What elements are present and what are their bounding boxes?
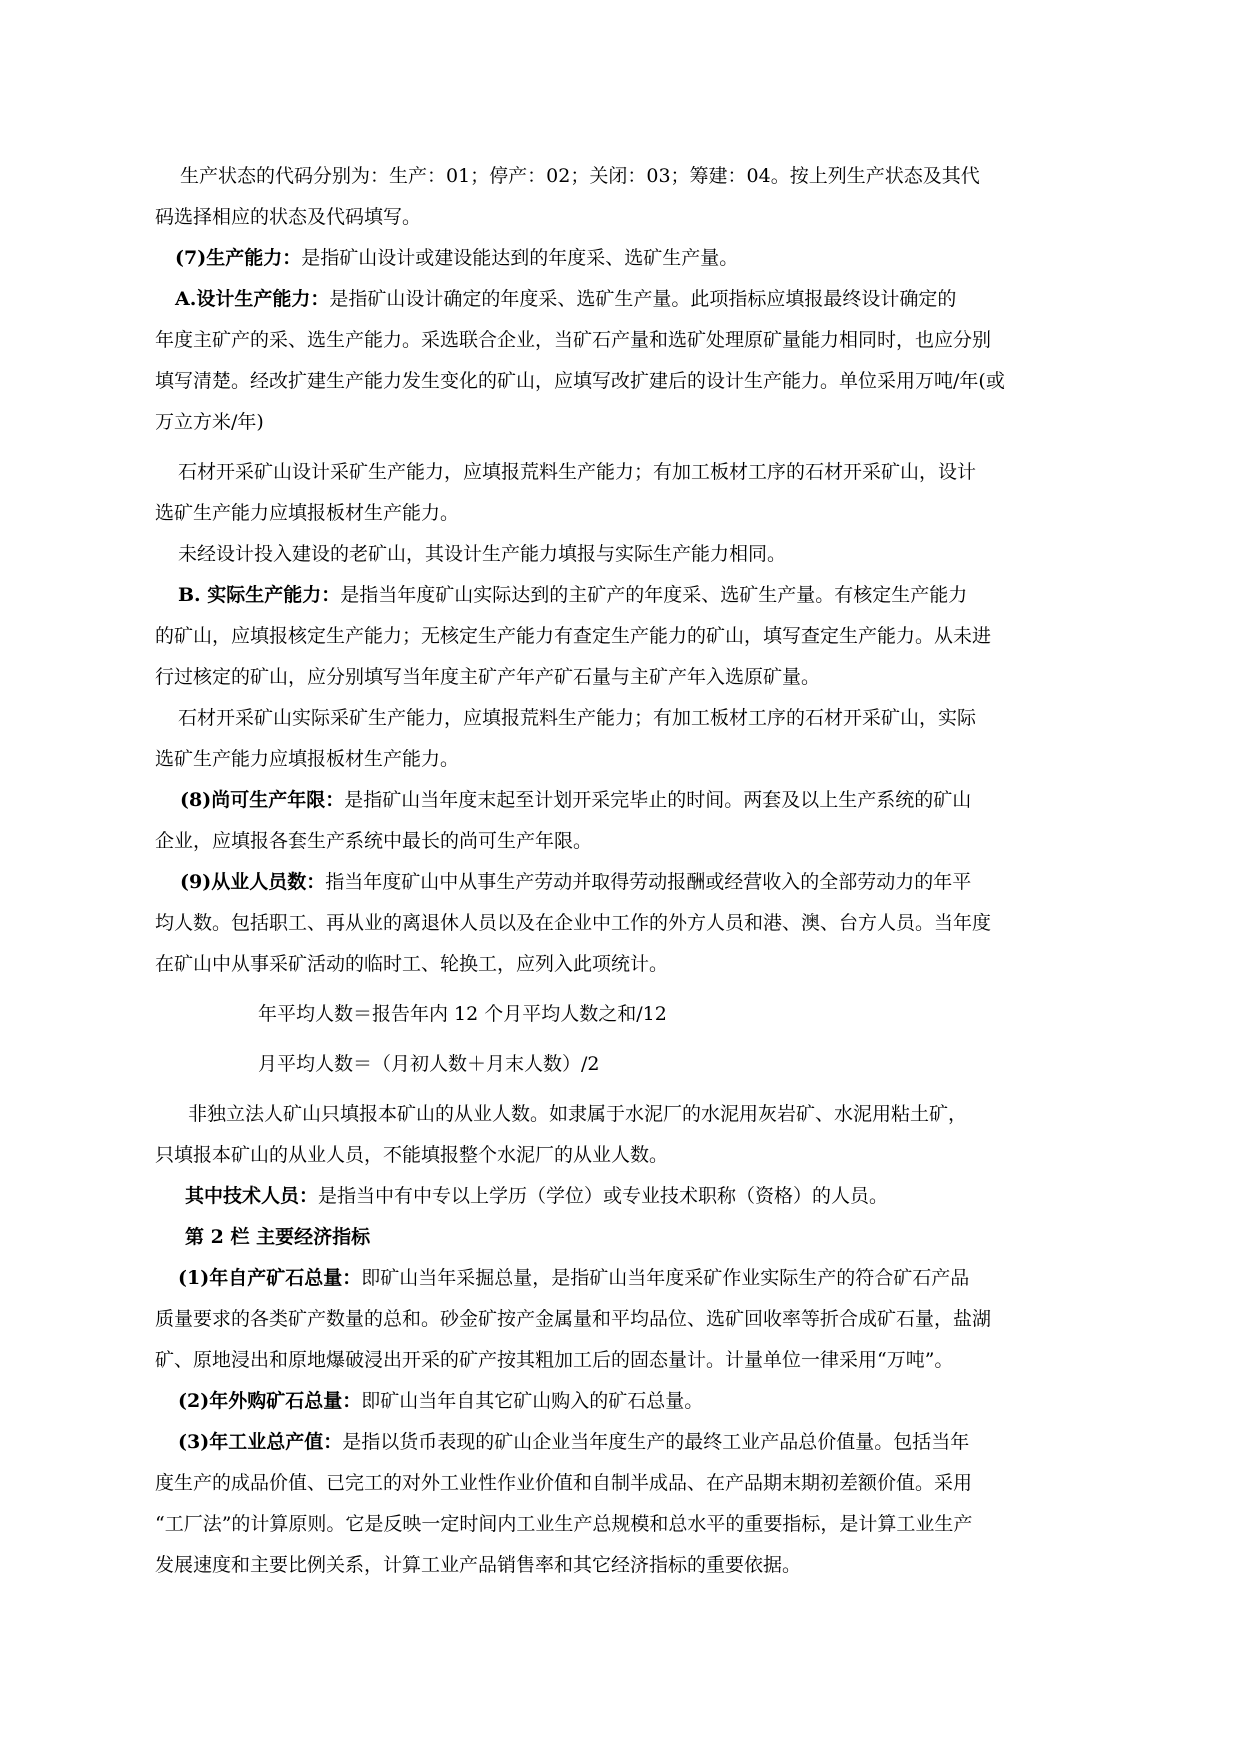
text-line: 填写清楚。经改扩建生产能力发生变化的矿山，应填写改扩建后的设计生产能力。单位采用万吨/年(或 xyxy=(155,370,1005,392)
text-line: 选矿生产能力应填报板材生产能力。 xyxy=(155,502,460,524)
text-line: 未经设计投入建设的老矿山，其设计生产能力填报与实际生产能力相同。 xyxy=(178,543,787,565)
column-heading xyxy=(185,1223,370,1251)
section-term: B. 实际生产能力： xyxy=(178,584,341,606)
text-line: “工厂法”的计算原则。它是反映一定时间内工业生产总规模和总水平的重要指标，是计算工业生产 xyxy=(155,1513,973,1535)
text-line: 的矿山，应填报核定生产能力；无核定生产能力有查定生产能力的矿山，填写查定生产能力。从未进 xyxy=(155,625,992,647)
section-heading-line: (3)年工业总产值：是指以货币表现的矿山企业当年度生产的最终工业产品总价值量。包括当年 xyxy=(178,1431,970,1453)
section-term: (7)生产能力： xyxy=(175,247,302,269)
section-heading-line: A.设计生产能力：是指矿山设计确定的年度采、选矿生产量。此项指标应填报最终设计确定的 xyxy=(175,288,957,310)
section-term: (3)年工业总产值： xyxy=(178,1431,343,1453)
text-line: 石材开采矿山实际采矿生产能力，应填报荒料生产能力；有加工板材工序的石材开采矿山，实际 xyxy=(178,707,977,729)
text-line: 万立方米/年) xyxy=(155,411,264,433)
text-line: 发展速度和主要比例关系，计算工业产品销售率和其它经济指标的重要依据。 xyxy=(155,1554,802,1576)
section-heading-line: (7)生产能力：是指矿山设计或建设能达到的年度采、选矿生产量。 xyxy=(175,247,739,269)
formula-line: 年平均人数＝报告年内 12 个月平均人数之和/12 xyxy=(258,1003,667,1025)
text-line: 度生产的成品价值、已完工的对外工业性作业价值和自制半成品、在产品期末期初差额价值。采用 xyxy=(155,1472,973,1494)
text-line: 质量要求的各类矿产数量的总和。砂金矿按产金属量和平均品位、选矿回收率等折合成矿石量，盐湖 xyxy=(155,1308,992,1330)
formula-line: 月平均人数＝（月初人数＋月末人数）/2 xyxy=(258,1053,600,1075)
text-line: 年度主矿产的采、选生产能力。采选联合企业，当矿石产量和选矿处理原矿量能力相同时，也应分别 xyxy=(155,329,992,351)
text-line: 均人数。包括职工、再从业的离退休人员以及在企业中工作的外方人员和港、澳、台方人员。当年度 xyxy=(155,912,992,934)
section-term: (9)从业人员数： xyxy=(180,871,326,893)
text-line: 生产状态的代码分别为：生产：01；停产：02；关闭：03；筹建：04。按上列生产状态及其代 xyxy=(180,165,980,187)
section-term: (2)年外购矿石总量： xyxy=(178,1390,362,1412)
text-line: 码选择相应的状态及代码填写。 xyxy=(155,206,422,228)
text-line: 选矿生产能力应填报板材生产能力。 xyxy=(155,748,460,770)
section-heading-line: (2)年外购矿石总量：即矿山当年自其它矿山购入的矿石总量。 xyxy=(178,1390,704,1412)
section-heading-line: (8)尚可生产年限：是指矿山当年度末起至计划开采完毕止的时间。两套及以上生产系统的矿山 xyxy=(180,789,972,811)
section-term: (8)尚可生产年限： xyxy=(180,789,345,811)
text-line: 企业，应填报各套生产系统中最长的尚可生产年限。 xyxy=(155,830,593,852)
text-line: 非独立法人矿山只填报本矿山的从业人数。如隶属于水泥厂的水泥用灰岩矿、水泥用粘土矿， xyxy=(188,1103,968,1125)
text-line: 石材开采矿山设计采矿生产能力，应填报荒料生产能力；有加工板材工序的石材开采矿山，设计 xyxy=(178,461,977,483)
text-line: 行过核定的矿山，应分别填写当年度主矿产年产矿石量与主矿产年入选原矿量。 xyxy=(155,666,821,688)
text-line: 只填报本矿山的从业人员，不能填报整个水泥厂的从业人数。 xyxy=(155,1144,669,1166)
section-term: (1)年自产矿石总量： xyxy=(178,1267,362,1289)
section-term: A.设计生产能力： xyxy=(175,288,330,310)
section-term: 其中技术人员： xyxy=(185,1185,319,1207)
section-term: 第 2 栏 主要经济指标 xyxy=(185,1226,371,1248)
section-heading-line: (1)年自产矿石总量：即矿山当年采掘总量，是指矿山当年度采矿作业实际生产的符合矿石产品 xyxy=(178,1267,970,1289)
section-heading-line: B. 实际生产能力：是指当年度矿山实际达到的主矿产的年度采、选矿生产量。有核定生产能力 xyxy=(178,584,968,606)
text-line: 在矿山中从事采矿活动的临时工、轮换工，应列入此项统计。 xyxy=(155,953,669,975)
text-line: 矿、原地浸出和原地爆破浸出开采的矿产按其粗加工后的固态量计。计量单位一律采用“万吨”。 xyxy=(155,1349,954,1371)
section-heading-line: 其中技术人员：是指当中有中专以上学历（学位）或专业技术职称（资格）的人员。 xyxy=(185,1185,889,1207)
section-heading-line: (9)从业人员数：指当年度矿山中从事生产劳动并取得劳动报酬或经营收入的全部劳动力的年平 xyxy=(180,871,972,893)
